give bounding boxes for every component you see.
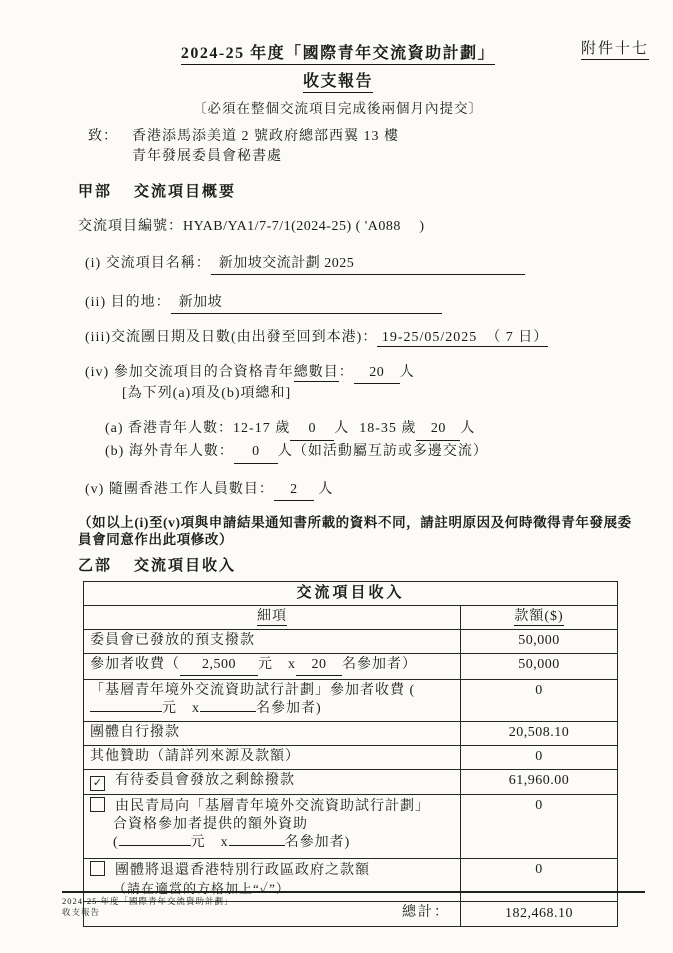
hk-youth-18-35-field xyxy=(416,418,460,441)
pilot-fee-line1: 「基層青年境外交流資助試行計劃」參加者收費 xyxy=(90,683,405,698)
refund-checkbox[interactable] xyxy=(90,861,105,876)
page-footer xyxy=(62,891,645,918)
table-row-advance-grant xyxy=(84,630,618,654)
table-row-own-funds xyxy=(84,722,618,746)
amount-cell: 0 xyxy=(461,859,618,902)
footer-line1: 2024-25 年度「國際青年交流資助計劃」 xyxy=(62,896,234,906)
refund-line1: 團體將退還香港特別行政區政府之款額 xyxy=(115,863,370,878)
total-participants-value: 20 xyxy=(369,365,385,380)
checkmark-icon: ✓ xyxy=(92,777,103,789)
table-row-other-sponsorship xyxy=(84,746,618,770)
row-label xyxy=(84,770,461,795)
item-iv-a-label: 香港青年人數：12-17 歲 xyxy=(128,421,291,436)
item-ii-label: 目的地： xyxy=(110,295,171,310)
remaining-grant-checkbox[interactable] xyxy=(90,776,105,791)
pilot-fee-line2: (元 x 名參加者) xyxy=(90,683,415,716)
table-row-additional-subsidy xyxy=(84,795,618,859)
amount-cell: 50,000 xyxy=(461,654,618,680)
overseas-youth-field xyxy=(234,441,278,464)
pilot-fee-count-field xyxy=(200,710,256,712)
destination-value: 新加坡 xyxy=(178,295,223,310)
income-table-header-row xyxy=(84,606,618,630)
row-label xyxy=(84,654,461,680)
item-iv-a-unit1: 人 xyxy=(334,421,350,436)
staff-count-field xyxy=(274,480,314,501)
item-v-number: (v) xyxy=(85,482,105,497)
tour-days-value: （ 7 日） xyxy=(486,330,549,345)
item-iv-label-underlined: 總數目 xyxy=(293,365,339,380)
subsidy-count-field xyxy=(229,844,285,846)
item-iv-note: [為下列(a)項及(b)項總和] xyxy=(122,386,292,401)
project-number-value: HYAB/YA1/7-7/1(2024-25) ( 'A088 ) xyxy=(183,219,425,234)
item-i-label: 交流項目名稱： xyxy=(105,256,211,271)
pilot-fee-amount-field xyxy=(90,710,162,712)
item-iii-label: 交流團日期及日數(由出發至回到本港)： xyxy=(111,330,378,345)
section-b-title: 交流項目收入 xyxy=(134,558,237,574)
amount-cell: 0 xyxy=(461,680,618,722)
attachment-label: 附件十七 xyxy=(581,37,649,60)
amount-cell: 20,508.10 xyxy=(461,722,618,746)
item-iv-b-overseas-youth xyxy=(105,441,640,464)
section-b-number: 乙部 xyxy=(78,558,113,574)
overseas-youth-value: 0 xyxy=(252,444,260,459)
item-i-number: (i) xyxy=(85,256,102,271)
income-table xyxy=(83,581,618,927)
address-line2: 青年發展委員會秘書處 xyxy=(132,149,282,164)
item-v-label: 隨團香港工作人員數目： xyxy=(108,482,274,497)
section-a-heading xyxy=(78,180,640,201)
section-a-number: 甲部 xyxy=(78,184,113,200)
amount-cell: 0 xyxy=(461,795,618,859)
row-label: 團體自行撥款 xyxy=(84,722,461,746)
recipient-block xyxy=(88,127,640,167)
submission-note: 〔必須在整個交流項目完成後兩個月內提交〕 xyxy=(193,101,483,116)
additional-subsidy-checkbox[interactable] xyxy=(90,797,105,812)
amount-cell: 0 xyxy=(461,746,618,770)
item-iii-number: (iii) xyxy=(85,330,111,345)
tour-dates-field xyxy=(377,330,548,347)
total-label: 總計： xyxy=(84,902,461,927)
form-content xyxy=(78,127,640,927)
participant-fee-pre: 參加者收費（ xyxy=(90,657,180,672)
address-line1: 香港添馬添美道 2 號政府總部西翼 13 樓 xyxy=(132,129,399,144)
project-number-line xyxy=(78,217,640,236)
total-participants-field xyxy=(354,363,400,384)
refund-tick-note: （請在適當的方格加上“✓”） xyxy=(113,881,290,896)
table-row-pilot-scheme-fees xyxy=(84,680,618,722)
hk-youth-12-17-value: 0 xyxy=(308,421,316,436)
participant-fee-post: 名參加者） xyxy=(342,657,417,672)
income-table-title-row xyxy=(84,582,618,606)
item-iv-label: 參加交流項目的合資格青年 xyxy=(113,365,294,380)
staff-count-value: 2 xyxy=(290,482,298,497)
remaining-grant-label: 有待委員會發放之剩餘撥款 xyxy=(115,773,295,788)
amount-cell: 61,960.00 xyxy=(461,770,618,795)
column-header-item: 細項 xyxy=(84,606,461,630)
row-label: 委員會已發放的預支撥款 xyxy=(84,630,461,654)
participant-count-field: 20 xyxy=(296,656,342,676)
amendment-remark: （如以上(i)至(v)項與申請結果通知書所載的資料不同，請註明原因及何時徵得青年發展委員會同意作出此項修改） xyxy=(78,515,632,547)
to-label: 致： xyxy=(88,129,118,144)
item-iii-dates xyxy=(85,328,640,347)
item-iv-number: (iv) xyxy=(85,365,110,380)
item-v-unit: 人 xyxy=(318,482,334,497)
participant-fee-mid: 元 x xyxy=(258,657,296,672)
footer-line2: 收支報告 xyxy=(62,907,101,917)
table-row-participant-fees xyxy=(84,654,618,680)
additional-subsidy-line2: 合資格參加者提供的額外資助 xyxy=(113,817,308,832)
additional-subsidy-line1: 由民青局向「基層青年境外交流資助試行計劃」 xyxy=(115,799,430,814)
project-number-label: 交流項目編號： xyxy=(78,219,183,234)
amount-cell: 50,000 xyxy=(461,630,618,654)
tour-dates-value: 19-25/05/2025 xyxy=(381,330,478,345)
page-title: 2024-25 年度「國際青年交流資助計劃」 xyxy=(181,40,495,65)
item-iv-a-label2: 18-35 歲 xyxy=(359,421,417,436)
destination-field xyxy=(171,293,442,314)
section-b-heading xyxy=(78,554,640,575)
project-name-field xyxy=(211,254,525,275)
title-block xyxy=(78,0,598,117)
item-ii-destination xyxy=(85,293,640,314)
hk-youth-18-35-value: 20 xyxy=(430,421,446,436)
column-header-amount: 款額($) xyxy=(461,606,618,630)
page-subtitle: 收支報告 xyxy=(303,68,373,93)
row-label xyxy=(84,680,461,722)
hk-youth-12-17-field xyxy=(290,418,334,441)
item-iv-b-label: 海外青年人數： xyxy=(128,444,234,459)
project-name-value: 新加坡交流計劃 2025 xyxy=(218,256,355,271)
item-iv-colon: ： xyxy=(338,365,354,380)
item-v-staff xyxy=(85,480,640,501)
subsidy-amount-field xyxy=(119,844,191,846)
item-iv-a-hk-youth xyxy=(105,418,640,441)
row-label xyxy=(84,795,461,859)
item-iv-a-unit2: 人 xyxy=(460,421,476,436)
section-a-title: 交流項目概要 xyxy=(134,184,237,200)
fee-per-head-field: 2,500 xyxy=(180,656,258,676)
item-i-project-name xyxy=(85,254,640,275)
item-iv-unit: 人 xyxy=(399,365,415,380)
item-ii-number: (ii) xyxy=(85,295,107,310)
table-row-remaining-grant xyxy=(84,770,618,795)
income-table-title: 交流項目收入 xyxy=(84,582,618,606)
additional-subsidy-line3: ( 元 x 名參加者) xyxy=(113,835,351,850)
item-iv-total-participants xyxy=(85,363,640,404)
item-iv-b-suffix: 人（如活動屬互訪或多邊交流） xyxy=(277,444,488,459)
row-label: 其他贊助（請詳列來源及款額） xyxy=(84,746,461,770)
item-iv-a-number: (a) xyxy=(105,421,124,436)
total-amount: 182,468.10 xyxy=(461,902,618,927)
item-iv-b-number: (b) xyxy=(105,444,125,459)
